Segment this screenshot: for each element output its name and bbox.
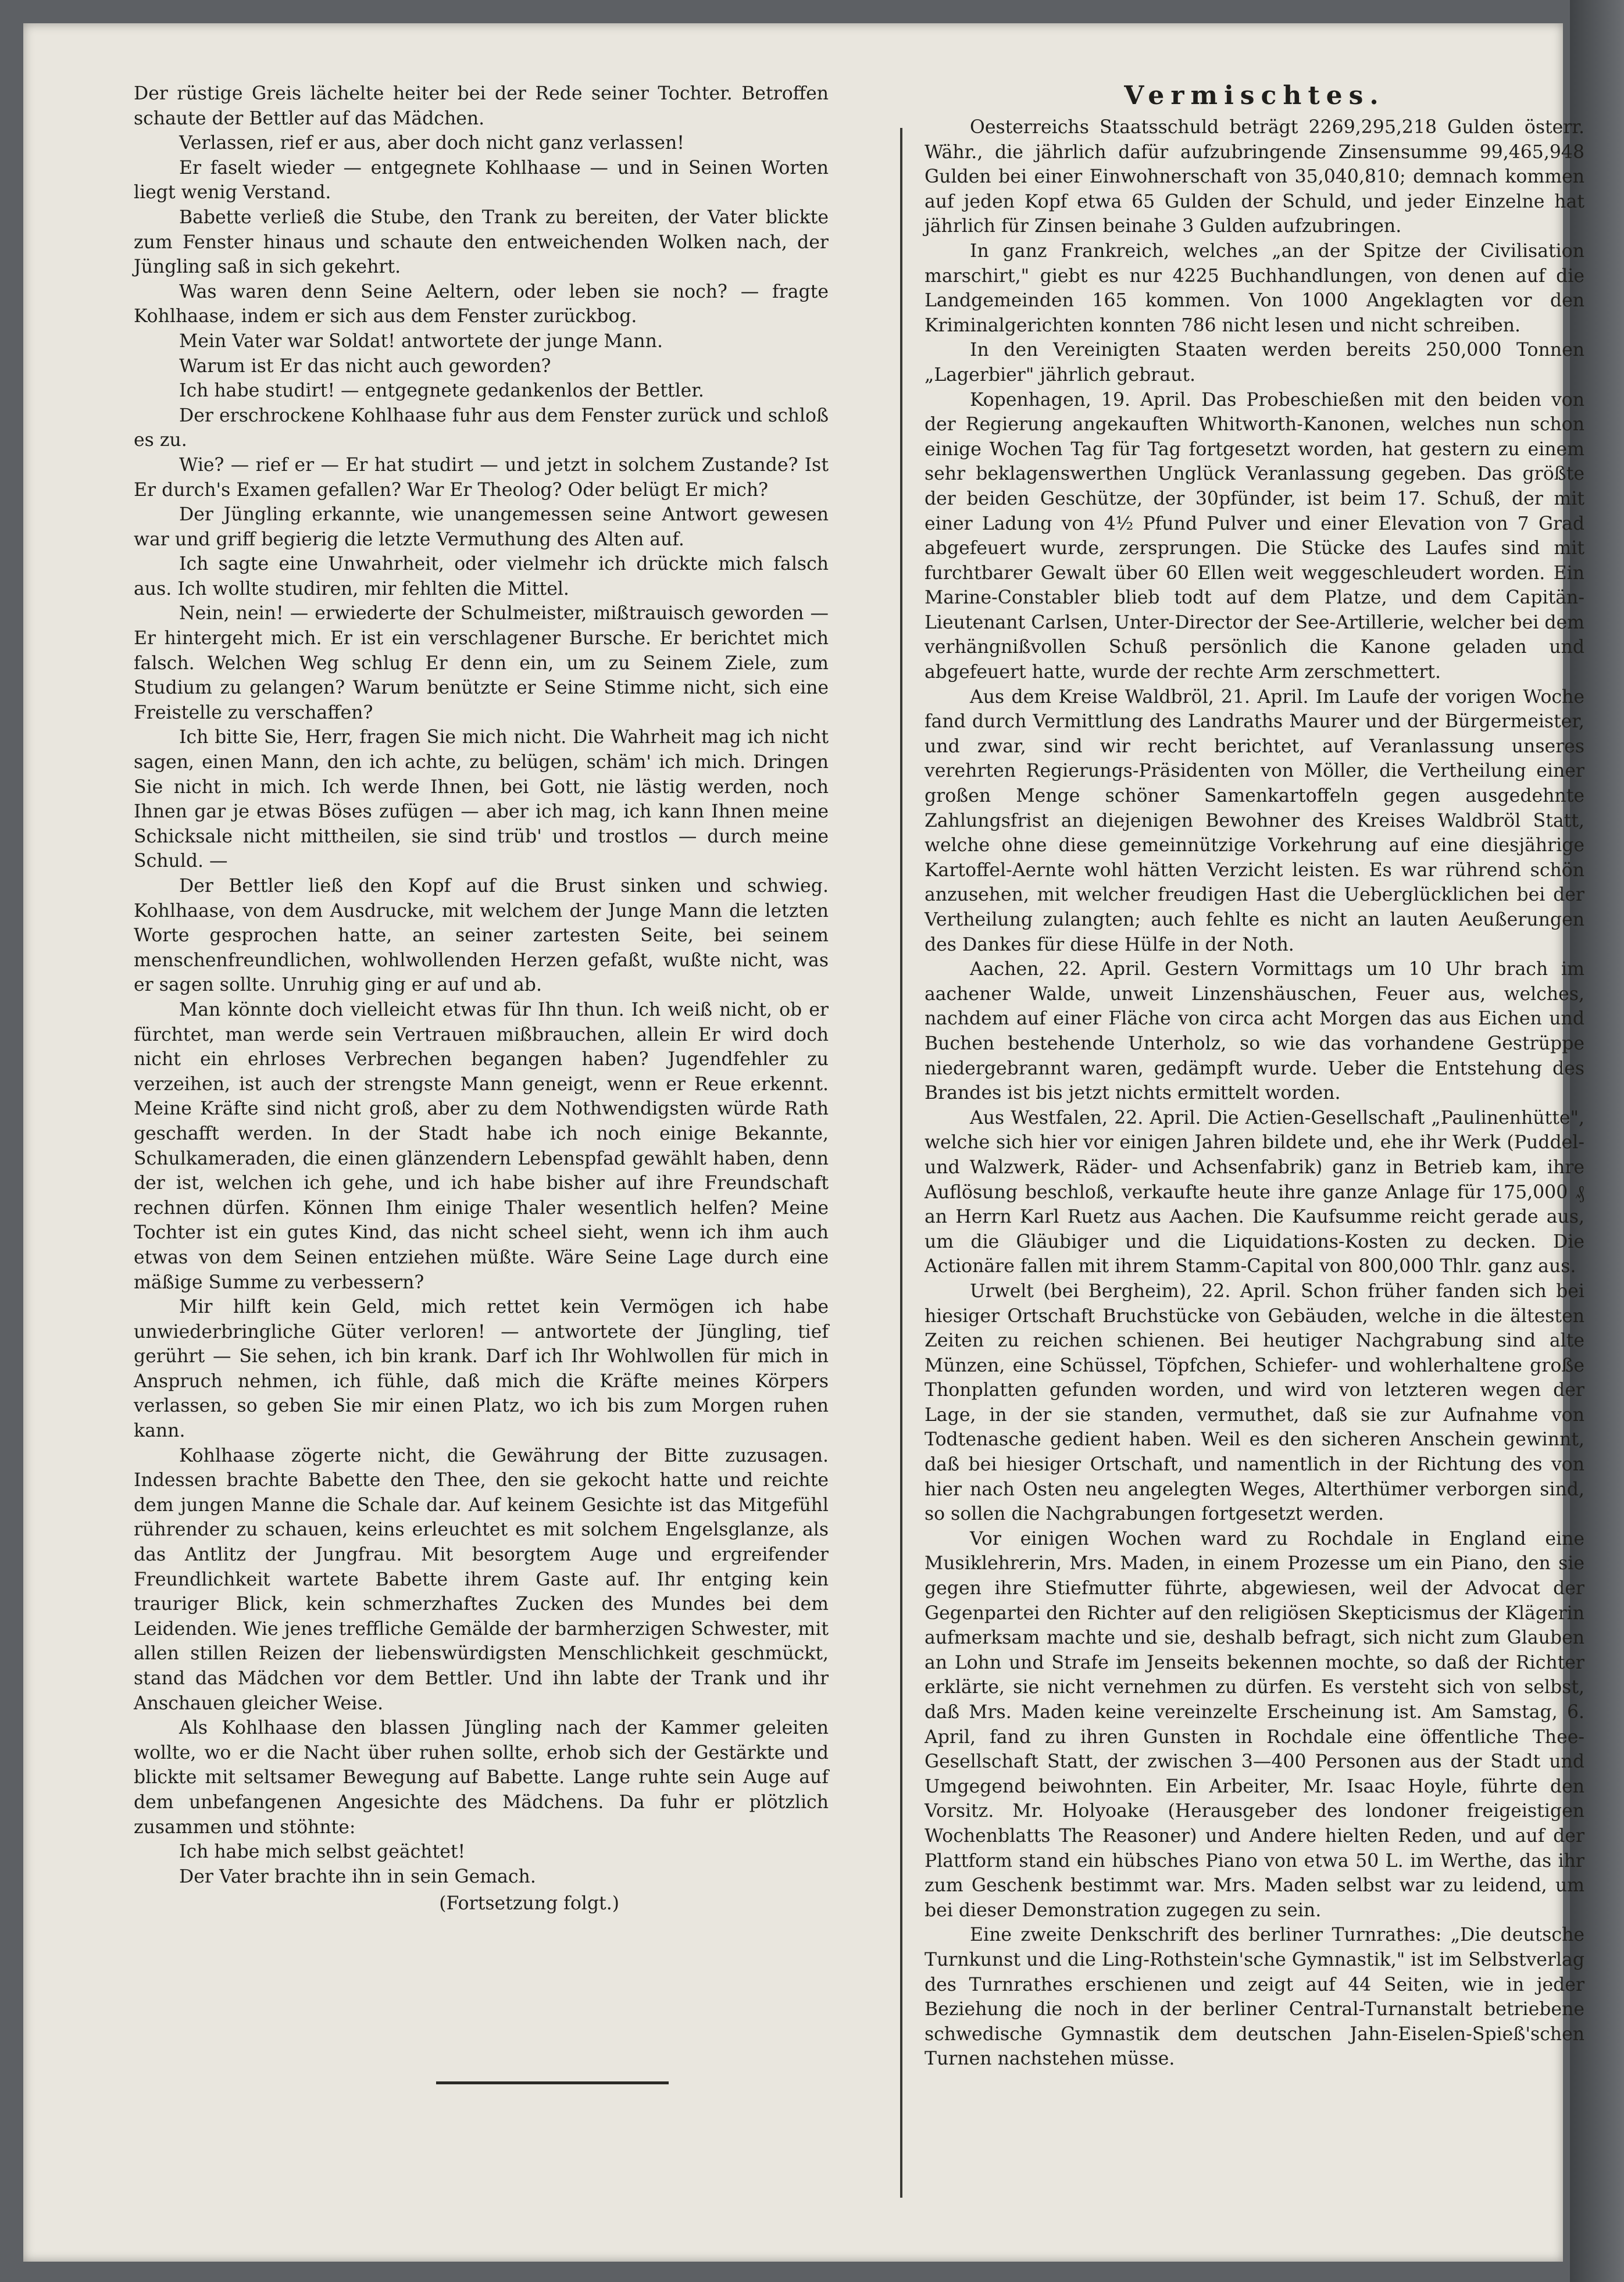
story-paragraph: Der Bettler ließ den Kopf auf die Brust sinken und schwieg. Kohlhaase, von dem Ausdrucke, mit welchem der Junge Mann die letzten Worte gesprochen hatte, an seiner zartesten Seite, bei seinem menschenfreundlichen, wohlwollenden Herzen gefaßt, wußte nicht, was er sagen sollte. Unruhig ging er auf und ab.	[134, 876, 829, 996]
news-item: Vor einigen Wochen ward zu Rochdale in England eine Musiklehrerin, Mrs. Maden, in einem Prozesse um ein Piano, den sie gegen ihre Stiefmutter führte, abgewiesen, weil der Advocat der Gegenpartei den Richter auf den religiösen Skepticismus der Klägerin aufmerksam machte und sie, deshalb befragt, sich nicht zum Glauben an Lohn und Strafe im Jenseits bekennen mochte, so daß der Richter erklärte, sie nicht vernehmen zu dürfen. Es versteht sich von selbst, daß Mrs. Maden keine vereinzelte Erscheinung ist. Am Samstag, 6. April, fand zu ihren Gunsten in Rochdale eine öffentliche Thee-Gesellschaft Statt, der zwischen 3—400 Personen aus der Stadt und Umgegend beiwohnten. Ein Arbeiter, Mr. Isaac Hoyle, führte den Vorsitz. Mr. Holyoake (Herausgeber des londoner freigeistigen Wochenblatts The Reasoner) und Andere hielten Reden, und auf der Plattform stand ein hübsches Piano von etwa 50 L. im Werthe, das ihr zum Geschenk bestimmt war. Mrs. Maden selbst war zu leidend, um bei dieser Demonstration zugegen zu sein.	[925, 1528, 1584, 1921]
continuation-note: (Fortsetzung folgt.)	[439, 1893, 619, 1915]
story-paragraph: Der erschrockene Kohlhaase fuhr aus dem Fenster zurück und schloß es zu.	[134, 405, 829, 451]
right-column-miscellany	[925, 81, 1584, 2072]
story-paragraph: Kohlhaase zögerte nicht, die Gewährung der Bitte zuzusagen. Indessen brachte Babette den Thee, den sie gekocht hatte und reichte dem jungen Manne die Schale dar. Auf keinem Gesichte ist das Mitgefühl rührender zu schauen, keins erleuchtet es mit solchem Engelsglanze, als das Antlitz der Jungfrau. Mit besorgtem Auge und ergreifender Freundlichkeit wartete Babette ihrem Gaste auf. Ihr entging kein trauriger Blick, kein schmerzhaftes Zucken des Mundes bei dem Leidenden. Wie jenes treffliche Gemälde der barmherzigen Schwester, mit allen stillen Reizen der liebenswürdigsten Menschlichkeit geschmückt, stand das Mädchen vor dem Bettler. Und ihn labte der Trank und ihr Anschauen gleicher Weise.	[134, 1445, 829, 1714]
news-item: Aachen, 22. April. Gestern Vormittags um 10 Uhr brach im aachener Walde, unweit Linzenshäuschen, Feuer aus, welches, nachdem auf einer Fläche von circa acht Morgen das aus Eichen und Buchen bestehende Unterholz, so wie das vorhandene Gestrüppe niedergebrannt waren, gedämpft wurde. Ueber die Entstehung des Brandes ist bis jetzt nichts ermittelt worden.	[925, 959, 1584, 1104]
story-paragraph: Als Kohlhaase den blassen Jüngling nach der Kammer geleiten wollte, wo er die Nacht über ruhen sollte, erhob sich der Gestärkte und blickte mit seltsamer Bewegung auf Babette. Lange ruhte sein Auge auf dem unbefangenen Angesichte des Mädchens. Da fuhr er plötzlich zusammen und stöhnte:	[134, 1717, 829, 1838]
left-column-serial-story	[134, 81, 829, 1916]
story-paragraph: Man könnte doch vielleicht etwas für Ihn thun. Ich weiß nicht, ob er fürchtet, man werde sein Vertrauen mißbrauchen, allein Er wird doch nicht ein ehrloses Verbrechen begangen haben? Jugendfehler zu verzeihen, ist auch der strengste Mann geneigt, wenn er Reue erkennt. Meine Kräfte sind nicht groß, aber zu dem Nothwendigsten würde Rath geschafft werden. In der Stadt habe ich noch einige Bekannte, Schulkameraden, die einen glänzendern Lebenspfad gewählt haben, denn der ist, welchen ich gehe, und ich habe bisher auf ihre Freundschaft rechnen dürfen. Können Ihm einige Thaler wesentlich helfen? Meine Tochter ist ein gutes Kind, das nicht scheel sieht, wenn ich ihm auch etwas von dem Seinen entziehen müßte. Wäre Seine Lage durch eine mäßige Summe zu verbessern?	[134, 999, 829, 1293]
news-item: Aus dem Kreise Waldbröl, 21. April. Im Laufe der vorigen Woche fand durch Vermittlung des Landraths Maurer und der Bürgermeister, und zwar, sind wir recht berichtet, auf Veranlassung unseres verehrten Regierungs-Präsidenten von Möller, die Vertheilung einer großen Menge schöner Samenkartoffeln gegen ausgedehnte Zahlungsfrist an diejenigen Bewohner des Kreises Waldbröl Statt, welche ohne diese gemeinnützige Vorkehrung auf eine diesjährige Kartoffel-Aernte wohl hätten Verzicht leisten. Es war rührend schön anzusehen, mit welcher freudigen Hast die Ueberglücklichen bei der Vertheilung zulangten; auch fehlte es nicht an lauten Aeußerungen des Dankes für diese Hülfe in der Noth.	[925, 686, 1584, 955]
story-paragraph: Nein, nein! — erwiederte der Schulmeister, mißtrauisch geworden — Er hintergeht mich. Er ist ein verschlagener Bursche. Er berichtet mich falsch. Welchen Weg schlug Er denn ein, um zu Seinem Ziele, zum Studium zu gelangen? Warum benützte er Seine Stimme nicht, sich eine Freistelle zu verschaffen?	[134, 603, 829, 723]
news-item: Aus Westfalen, 22. April. Die Actien-Gesellschaft „Paulinenhütte", welche sich hier vor einigen Jahren bildete und, ehe ihr Werk (Puddel- und Walzwerk, Räder- und Achsenfabrik) ganz in Betrieb kam, ihre Auflösung beschloß, verkaufte heute ihre ganze Anlage für 175,000 ₰ an Herrn Karl Ruetz aus Aachen. Die Kaufsumme reicht gerade aus, um die Gläubiger und die Liquidations-Kosten zu decken. Die Actionäre fallen mit ihrem Stamm-Capital von 800,000 Thlr. ganz aus.	[925, 1107, 1584, 1277]
news-item: In den Vereinigten Staaten werden bereits 250,000 Tonnen „Lagerbier" jährlich gebraut.	[925, 340, 1584, 385]
story-paragraph: Der Vater brachte ihn in sein Gemach.	[179, 1866, 536, 1887]
story-paragraph: Ich bitte Sie, Herr, fragen Sie mich nicht. Die Wahrheit mag ich nicht sagen, einen Mann, den ich achte, zu belügen, schäm' ich mich. Dringen Sie nicht in mich. Ich werde Ihnen, bei Gott, nie lästig werden, noch Ihnen gar je etwas Böses zufügen — aber ich mag, ich kann Ihnen meine Schicksale nicht mittheilen, sie sind trüb' und trostlos — durch meine Schuld. —	[134, 727, 829, 872]
story-paragraph: Ich sagte eine Unwahrheit, oder vielmehr ich drückte mich falsch aus. Ich wollte studiren, mir fehlten die Mittel.	[134, 553, 829, 599]
newspaper-page	[23, 23, 1584, 2262]
section-heading: Vermischtes.	[1124, 81, 1385, 110]
news-item: Kopenhagen, 19. April. Das Probeschießen mit den beiden von der Regierung angekauften Whitworth-Kanonen, welches nun schon einige Wochen Tag für Tag fortgesetzt worden, hat gestern zu einem sehr beklagenswerthen Unglück Veranlassung gegeben. Das größte der beiden Geschütze, der 30pfünder, ist beim 17. Schuß, der mit einer Ladung von 4½ Pfund Pulver und einer Elevation von 7 Grad abgefeuert wurde, zersprungen. Die Stücke des Laufes sind mit furchtbarer Gewalt über 60 Ellen weit weggeschleudert worden. Ein Marine-Constabler blieb todt auf dem Platze, und dem Capitän-Lieutenant Carlsen, Unter-Director der See-Artillerie, welcher bei dem verhängnißvollen Schuß persönlich die Kanone geladen und abgefeuert hatte, wurde der rechte Arm zerschmettert.	[925, 389, 1584, 683]
column-divider	[900, 128, 902, 2198]
story-paragraph: Der rüstige Greis lächelte heiter bei der Rede seiner Tochter. Betroffen schaute der Bettler auf das Mädchen.	[134, 83, 829, 129]
story-paragraph: Der Jüngling erkannte, wie unangemessen seine Antwort gewesen war und griff begierig die letzte Vermuthung des Alten auf.	[134, 504, 829, 550]
story-paragraph: Er faselt wieder — entgegnete Kohlhaase — und in Seinen Worten liegt wenig Verstand.	[134, 157, 829, 203]
story-paragraph: Mir hilft kein Geld, mich rettet kein Vermögen ich habe unwiederbringliche Güter verloren! — antwortete der Jüngling, tief gerührt — Sie sehen, ich bin krank. Darf ich Ihr Wohlwollen für mich in Anspruch nehmen, ich fühle, daß mich die Kräfte meines Körpers verlassen, so geben Sie mir einen Platz, wo ich bis zum Morgen ruhen kann.	[134, 1297, 829, 1442]
story-paragraph: Wie? — rief er — Er hat studirt — und jetzt in solchem Zustande? Ist Er durch's Examen gefallen? War Er Theolog? Oder belügt Er mich?	[134, 454, 829, 501]
news-item: Urwelt (bei Bergheim), 22. April. Schon früher fanden sich bei hiesiger Ortschaft Bruchstücke von Gebäuden, welche in die ältesten Zeiten zu reichen schienen. Bei heutiger Nachgrabung sind alte Münzen, eine Schüssel, Töpfchen, Schiefer- und wohlerhaltene große Thonplatten gefunden worden, und wird von letzteren wegen der Lage, in der sie standen, vermuthet, daß sie zur Aufnahme von Todtenasche gedient haben. Weil es den sicheren Anschein gewinnt, daß bei hiesiger Ortschaft, und namentlich in der Richtung des von hier nach Osten neu angelegten Weges, Alterthümer verborgen sind, so sollen die Nachgrabungen fortgesetzt werden.	[925, 1280, 1584, 1525]
story-paragraph: Verlassen, rief er aus, aber doch nicht ganz verlassen!	[179, 133, 684, 154]
news-item: Oesterreichs Staatsschuld beträgt 2269,295,218 Gulden österr. Währ., die jährlich dafür aufzubringende Zinsensumme 99,465,948 Gulden bei einer Einwohnerschaft von 35,040,810; demnach kommen auf jeden Kopf etwa 65 Gulden der Schuld, und jeder Einzelne hat jährlich für Zinsen beinahe 3 Gulden aufzubringen.	[925, 117, 1584, 237]
story-paragraph: Warum ist Er das nicht auch geworden?	[179, 355, 551, 377]
end-rule	[436, 2081, 669, 2084]
story-paragraph: Mein Vater war Soldat! antwortete der junge Mann.	[179, 330, 663, 352]
story-paragraph: Was waren denn Seine Aeltern, oder leben sie noch? — fragte Kohlhaase, indem er sich aus dem Fenster zurückbog.	[134, 281, 829, 327]
news-item: Eine zweite Denkschrift des berliner Turnrathes: „Die deutsche Turnkunst und die Ling-Rothstein'sche Gymnastik," ist im Selbstverlag des Turnrathes erschienen und zeigt auf 44 Seiten, wie in jeder Beziehung die noch in der berliner Central-Turnanstalt betriebene schwedische Gymnastik dem deutschen Jahn-Eiselen-Spieß'schen Turnen nachstehen müsse.	[925, 1924, 1584, 2070]
story-paragraph: Ich habe mich selbst geächtet!	[179, 1841, 466, 1863]
news-item: In ganz Frankreich, welches „an der Spitze der Civilisation marschirt," giebt es nur 4225 Buchhandlungen, von denen auf die Landgemeinden 165 kommen. Von 1000 Angeklagten vor den Kriminalgerichten konnten 786 nicht lesen und nicht schreiben.	[925, 240, 1584, 336]
story-paragraph: Babette verließ die Stube, den Trank zu bereiten, der Vater blickte zum Fenster hinaus und schaute den entweichenden Wolken nach, der Jüngling saß in sich gekehrt.	[134, 206, 829, 278]
story-paragraph: Ich habe studirt! — entgegnete gedankenlos der Bettler.	[179, 380, 704, 402]
